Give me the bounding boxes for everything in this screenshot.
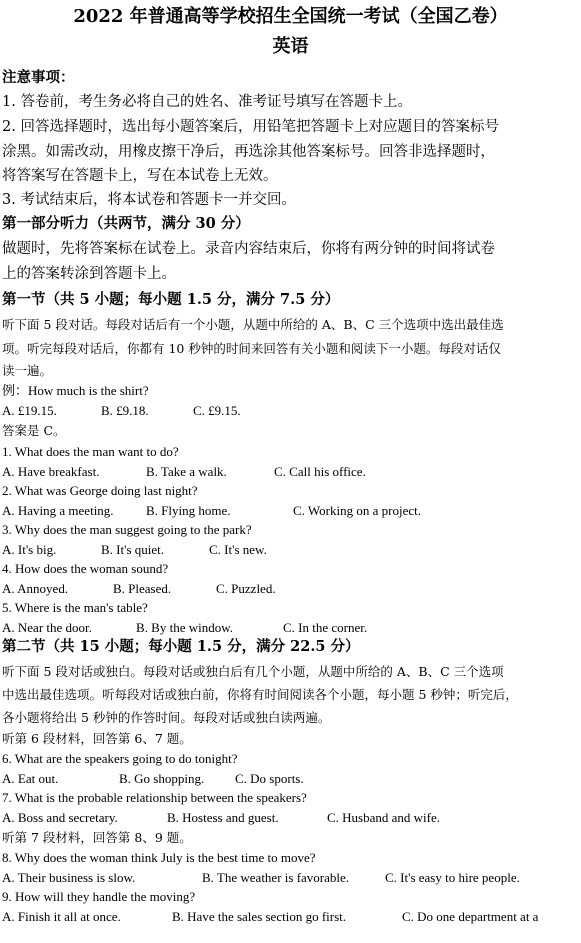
question-4: 4. How does the woman sound? bbox=[2, 561, 169, 576]
question-1: 1. What does the man want to do? bbox=[2, 444, 179, 459]
material-7-note: 听第 7 段材料，回答第 8、9 题。 bbox=[2, 830, 192, 845]
q4-option-b: B. Pleased. bbox=[113, 581, 172, 596]
q5-option-c: C. In the corner. bbox=[283, 620, 368, 635]
exam-title: 2022 年普通高等学校招生全国统一考试（全国乙卷） bbox=[73, 6, 508, 27]
question-2: 2. What was George doing last night? bbox=[2, 483, 198, 498]
q1-option-b: B. Take a walk. bbox=[146, 464, 227, 479]
question-5: 5. Where is the man's table? bbox=[2, 600, 148, 615]
section1-instr-line-3: 读一遍。 bbox=[2, 363, 53, 378]
q7-option-b: B. Hostess and guest. bbox=[167, 810, 279, 825]
q9-option-c: C. Do one department at a bbox=[402, 909, 539, 924]
section2-instr-line-2: 中选出最佳选项。听每段对话或独白前，你将有时间阅读各个小题，每小题 5 秒钟；听完后， bbox=[2, 687, 518, 702]
q7-option-a: A. Boss and secretary. bbox=[2, 810, 118, 825]
note-2-line-3: 将答案写在答题卡上，写在本试卷上无效。 bbox=[2, 168, 278, 184]
q3-option-b: B. It's quiet. bbox=[101, 542, 165, 557]
subject-title: 英语 bbox=[272, 36, 309, 57]
question-8: 8. Why does the woman think July is the best time to move? bbox=[2, 850, 316, 865]
q2-option-b: B. Flying home. bbox=[146, 503, 231, 518]
q7-option-c: C. Husband and wife. bbox=[327, 810, 441, 825]
example-question: 例：How much is the shirt? bbox=[2, 383, 149, 398]
q5-option-a: A. Near the door. bbox=[2, 620, 92, 635]
q9-option-a: A. Finish it all at once. bbox=[2, 909, 121, 924]
q8-option-c: C. It's easy to hire people. bbox=[385, 870, 520, 885]
part1-intro-line-1: 做题时，先将答案标在试卷上。录音内容结束后，你将有两分钟的时间将试卷 bbox=[2, 241, 495, 257]
example-answer: 答案是 C。 bbox=[2, 423, 66, 438]
q2-option-c: C. Working on a project. bbox=[293, 503, 421, 518]
note-2-line-2: 涂黑。如需改动，用橡皮擦干净后，再选涂其他答案标号。回答非选择题时， bbox=[2, 144, 495, 160]
q2-option-a: A. Having a meeting. bbox=[2, 503, 114, 518]
notes-heading: 注意事项： bbox=[2, 69, 75, 86]
q4-option-a: A. Annoyed. bbox=[2, 581, 69, 596]
q6-option-c: C. Do sports. bbox=[235, 771, 304, 786]
section2-instr-line-1: 听下面 5 段对话或独白。每段对话或独白后有几个小题，从题中所给的 A、B、C 三个选项 bbox=[2, 664, 504, 679]
note-3: 3. 考试结束后，将本试卷和答题卡一并交回。 bbox=[2, 192, 296, 208]
q1-option-c: C. Call his office. bbox=[274, 464, 366, 479]
q8-option-a: A. Their business is slow. bbox=[2, 870, 136, 885]
example-option-c: C. £9.15. bbox=[193, 403, 241, 418]
q6-option-b: B. Go shopping. bbox=[119, 771, 205, 786]
example-option-a: A. £19.15. bbox=[2, 403, 57, 418]
example-option-b: B. £9.18. bbox=[101, 403, 149, 418]
question-3: 3. Why does the man suggest going to the park? bbox=[2, 522, 252, 537]
part1-heading: 第一部分听力（共两节，满分 30 分） bbox=[2, 215, 250, 232]
q9-option-b: B. Have the sales section go first. bbox=[172, 909, 347, 924]
q6-option-a: A. Eat out. bbox=[2, 771, 59, 786]
q5-option-b: B. By the window. bbox=[136, 620, 234, 635]
q3-option-c: C. It's new. bbox=[209, 542, 267, 557]
note-1: 1. 答卷前，考生务必将自己的姓名、准考证号填写在答题卡上。 bbox=[2, 94, 412, 110]
section1-instr-line-1: 听下面 5 段对话。每段对话后有一个小题，从题中所给的 A、B、C 三个选项中选出最佳选 bbox=[2, 317, 504, 332]
part1-intro-line-2: 上的答案转涂到答题卡上。 bbox=[2, 266, 176, 282]
note-2-line-1: 2. 回答选择题时，选出每小题答案后，用铅笔把答题卡上对应题目的答案标号 bbox=[2, 119, 499, 135]
q3-option-a: A. It's big. bbox=[2, 542, 57, 557]
question-9: 9. How will they handle the moving? bbox=[2, 889, 196, 904]
q8-option-b: B. The weather is favorable. bbox=[202, 870, 350, 885]
question-7: 7. What is the probable relationship between the speakers? bbox=[2, 790, 307, 805]
section2-heading: 第二节（共 15 小题；每小题 1.5 分，满分 22.5 分） bbox=[2, 638, 360, 655]
question-6: 6. What are the speakers going to do tonight? bbox=[2, 751, 238, 766]
q1-option-a: A. Have breakfast. bbox=[2, 464, 100, 479]
section2-instr-line-3: 各小题将给出 5 秒钟的作答时间。每段对话或独白读两遍。 bbox=[2, 710, 331, 725]
section1-instr-line-2: 项。听完每段对话后，你都有 10 秒钟的时间来回答有关小题和阅读下一小题。每段对话仅 bbox=[2, 341, 501, 356]
section1-heading: 第一节（共 5 小题；每小题 1.5 分，满分 7.5 分） bbox=[2, 291, 340, 308]
material-6-note: 听第 6 段材料，回答第 6、7 题。 bbox=[2, 731, 192, 746]
q4-option-c: C. Puzzled. bbox=[216, 581, 276, 596]
